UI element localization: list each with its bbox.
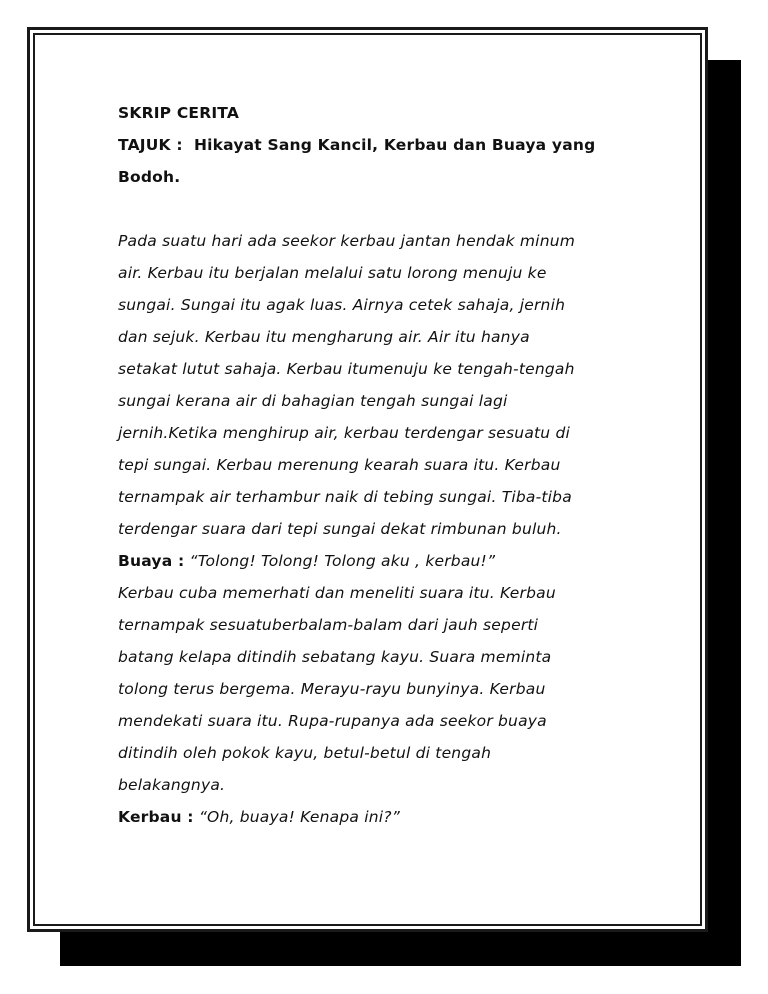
title-label: TAJUK : [118, 136, 183, 154]
dialogue-kerbau [118, 801, 678, 833]
speaker-label: Buaya : [118, 552, 185, 570]
speech-text: “Tolong! Tolong! Tolong aku , kerbau!” [189, 552, 496, 570]
title-line [118, 129, 678, 161]
text-line: mendekati suara itu. Rupa-rupanya ada seekor buaya [118, 712, 547, 730]
text-line: tolong terus bergema. Merayu-rayu bunyinya. Kerbau [118, 680, 546, 698]
paragraph-1 [118, 225, 678, 545]
text-line: jernih.Ketika menghirup air, kerbau terdengar sesuatu di [118, 424, 571, 442]
text-line: belakangnya. [118, 776, 226, 794]
text-line: ternampak sesuatuberbalam-balam dari jauh seperti [118, 616, 539, 634]
frame-shadow-right [708, 60, 741, 932]
text-line: tepi sungai. Kerbau merenung kearah suara itu. Kerbau [118, 456, 561, 474]
text-line: ternampak air terhambur naik di tebing sungai. Tiba-tiba [118, 488, 572, 506]
text-line: batang kelapa ditindih sebatang kayu. Suara meminta [118, 648, 552, 666]
speech-text: “Oh, buaya! Kenapa ini?” [198, 808, 400, 826]
text-line: setakat lutut sahaja. Kerbau itumenuju ke tengah-tengah [118, 360, 575, 378]
text-line: dan sejuk. Kerbau itu mengharung air. Air itu hanya [118, 328, 530, 346]
paragraph-2 [118, 577, 678, 801]
text-line: terdengar suara dari tepi sungai dekat rimbunan buluh. [118, 520, 562, 538]
text-line: sungai kerana air di bahagian tengah sungai lagi [118, 392, 508, 410]
script-document [118, 97, 678, 833]
frame-shadow-bottom [60, 932, 741, 966]
title-text: Hikayat Sang Kancil, Kerbau dan Buaya yang [193, 136, 596, 154]
text-line: Kerbau cuba memerhati dan meneliti suara itu. Kerbau [118, 584, 556, 602]
text-line: air. Kerbau itu berjalan melalui satu lorong menuju ke [118, 264, 547, 282]
text-line: sungai. Sungai itu agak luas. Airnya cetek sahaja, jernih [118, 296, 566, 314]
document-heading: SKRIP CERITA [118, 104, 240, 122]
text-line: Pada suatu hari ada seekor kerbau jantan hendak minum [118, 232, 576, 250]
dialogue-buaya [118, 545, 678, 577]
speaker-label: Kerbau : [118, 808, 194, 826]
text-line: ditindih oleh pokok kayu, betul-betul di tengah [118, 744, 492, 762]
title-line-2: Bodoh. [118, 168, 181, 186]
